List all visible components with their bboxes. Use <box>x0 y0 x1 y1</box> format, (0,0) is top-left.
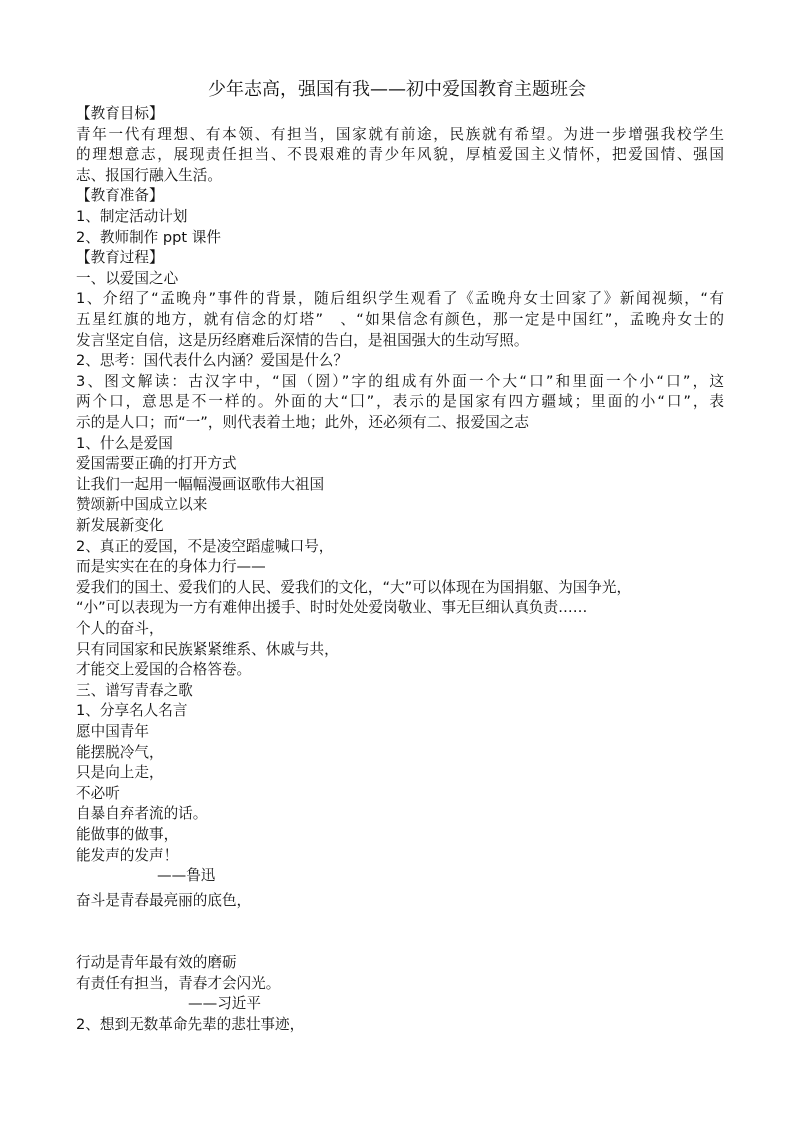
paragraph-line: 青年一代有理想、有本领、有担当，国家就有前途，民族就有希望。为进一步增强我校学生 <box>76 125 724 143</box>
paragraph-line: 只有同国家和民族紧紧维系、休戚与共， <box>76 640 339 658</box>
paragraph-line: “小”可以表现为一方有难伸出援手、时时处处爱岗敬业、事无巨细认真负责…… <box>76 599 588 617</box>
paragraph-line: 1、介绍了“孟晚舟”事件的背景，随后组织学生观看了《孟晚舟女士回家了》新闻视频，“有 <box>76 290 724 308</box>
paragraph-line: 而是实实在在的身体力行—— <box>76 558 266 576</box>
quote-line: 愿中国青年 <box>76 723 149 740</box>
list-item: 2、教师制作 ppt 课件 <box>76 228 221 246</box>
paragraph-line: 3、图文解读：古汉字中，“国（圀）”字的组成有外面一个大“口”和里面一个小“口”，这 <box>76 372 724 390</box>
paragraph-line: 五星红旗的地方，就有信念的灯塔” 、“如果信念有颜色，那一定是中国红”，孟晚舟女士的 <box>76 311 724 328</box>
section-heading-process: 【教育过程】 <box>76 249 164 267</box>
document-title: 少年志高，强国有我——初中爱国教育主题班会 <box>208 79 586 100</box>
paragraph-line: 赞颂新中国成立以来 <box>76 496 208 514</box>
paragraph-line: 新发展新变化 <box>76 517 164 534</box>
subsection-heading: 一、以爱国之心 <box>76 269 179 287</box>
paragraph-line: 才能交上爱国的合格答卷。 <box>76 661 252 679</box>
section-heading-preparation: 【教育准备】 <box>76 187 164 205</box>
list-item: 2、真正的爱国，不是凌空蹈虚喊口号， <box>76 537 334 555</box>
quote-line: 不必听 <box>76 784 120 802</box>
paragraph-line: 的理想意志，展现责任担当、不畏艰难的青少年风貌，厚植爱国主义情怀，把爱国情、强国 <box>76 146 724 164</box>
paragraph-line: 2、思考：国代表什么内涵？爱国是什么？ <box>76 352 348 370</box>
list-item: 1、什么是爱国 <box>76 434 173 452</box>
quote-line: 能做事的做事， <box>76 826 179 843</box>
list-item: 2、想到无数革命先辈的悲壮事迹， <box>76 1015 305 1033</box>
paragraph-line: 让我们一起用一幅幅漫画讴歌伟大祖国 <box>76 475 325 493</box>
subsection-heading: 三、谱写青春之歌 <box>76 681 193 699</box>
list-item: 1、分享名人名言 <box>76 702 188 720</box>
quote-line: 自暴自弃者流的话。 <box>76 805 208 823</box>
paragraph-line: 志、报国行融入生活。 <box>76 166 222 184</box>
quote-line: 只是向上走， <box>76 764 164 782</box>
paragraph-line: 示的是人口；而“一”，则代表着土地；此外，还必须有二、报爱国之志 <box>76 414 529 431</box>
quote-line: 有责任有担当，青春才会闪光。 <box>76 974 281 992</box>
quote-line: 奋斗是青春最亮丽的底色， <box>76 892 252 909</box>
paragraph-line: 个人的奋斗， <box>76 620 164 637</box>
paragraph-line: 爱我们的国土、爱我们的人民、爱我们的文化，“大”可以体现在为国捐躯、为国争光， <box>76 578 632 596</box>
quote-line: 能摆脱冷气， <box>76 743 164 761</box>
list-item: 1、制定活动计划 <box>76 208 188 225</box>
section-heading-goals: 【教育目标】 <box>76 105 164 122</box>
quote-line: 行动是青年最有效的磨砺 <box>76 954 237 971</box>
quote-line: 能发声的发声！ <box>76 846 179 864</box>
paragraph-line: 发言坚定自信，这是历经磨难后深情的告白，是祖国强大的生动写照。 <box>76 331 529 349</box>
quote-attribution: ——习近平 <box>188 995 261 1013</box>
quote-attribution: ——鲁迅 <box>157 867 216 885</box>
paragraph-line: 两个口，意思是不一样的。外面的大“囗”，表示的是国家有四方疆域；里面的小“口”，表 <box>76 393 724 411</box>
paragraph-line: 爱国需要正确的打开方式 <box>76 455 237 473</box>
